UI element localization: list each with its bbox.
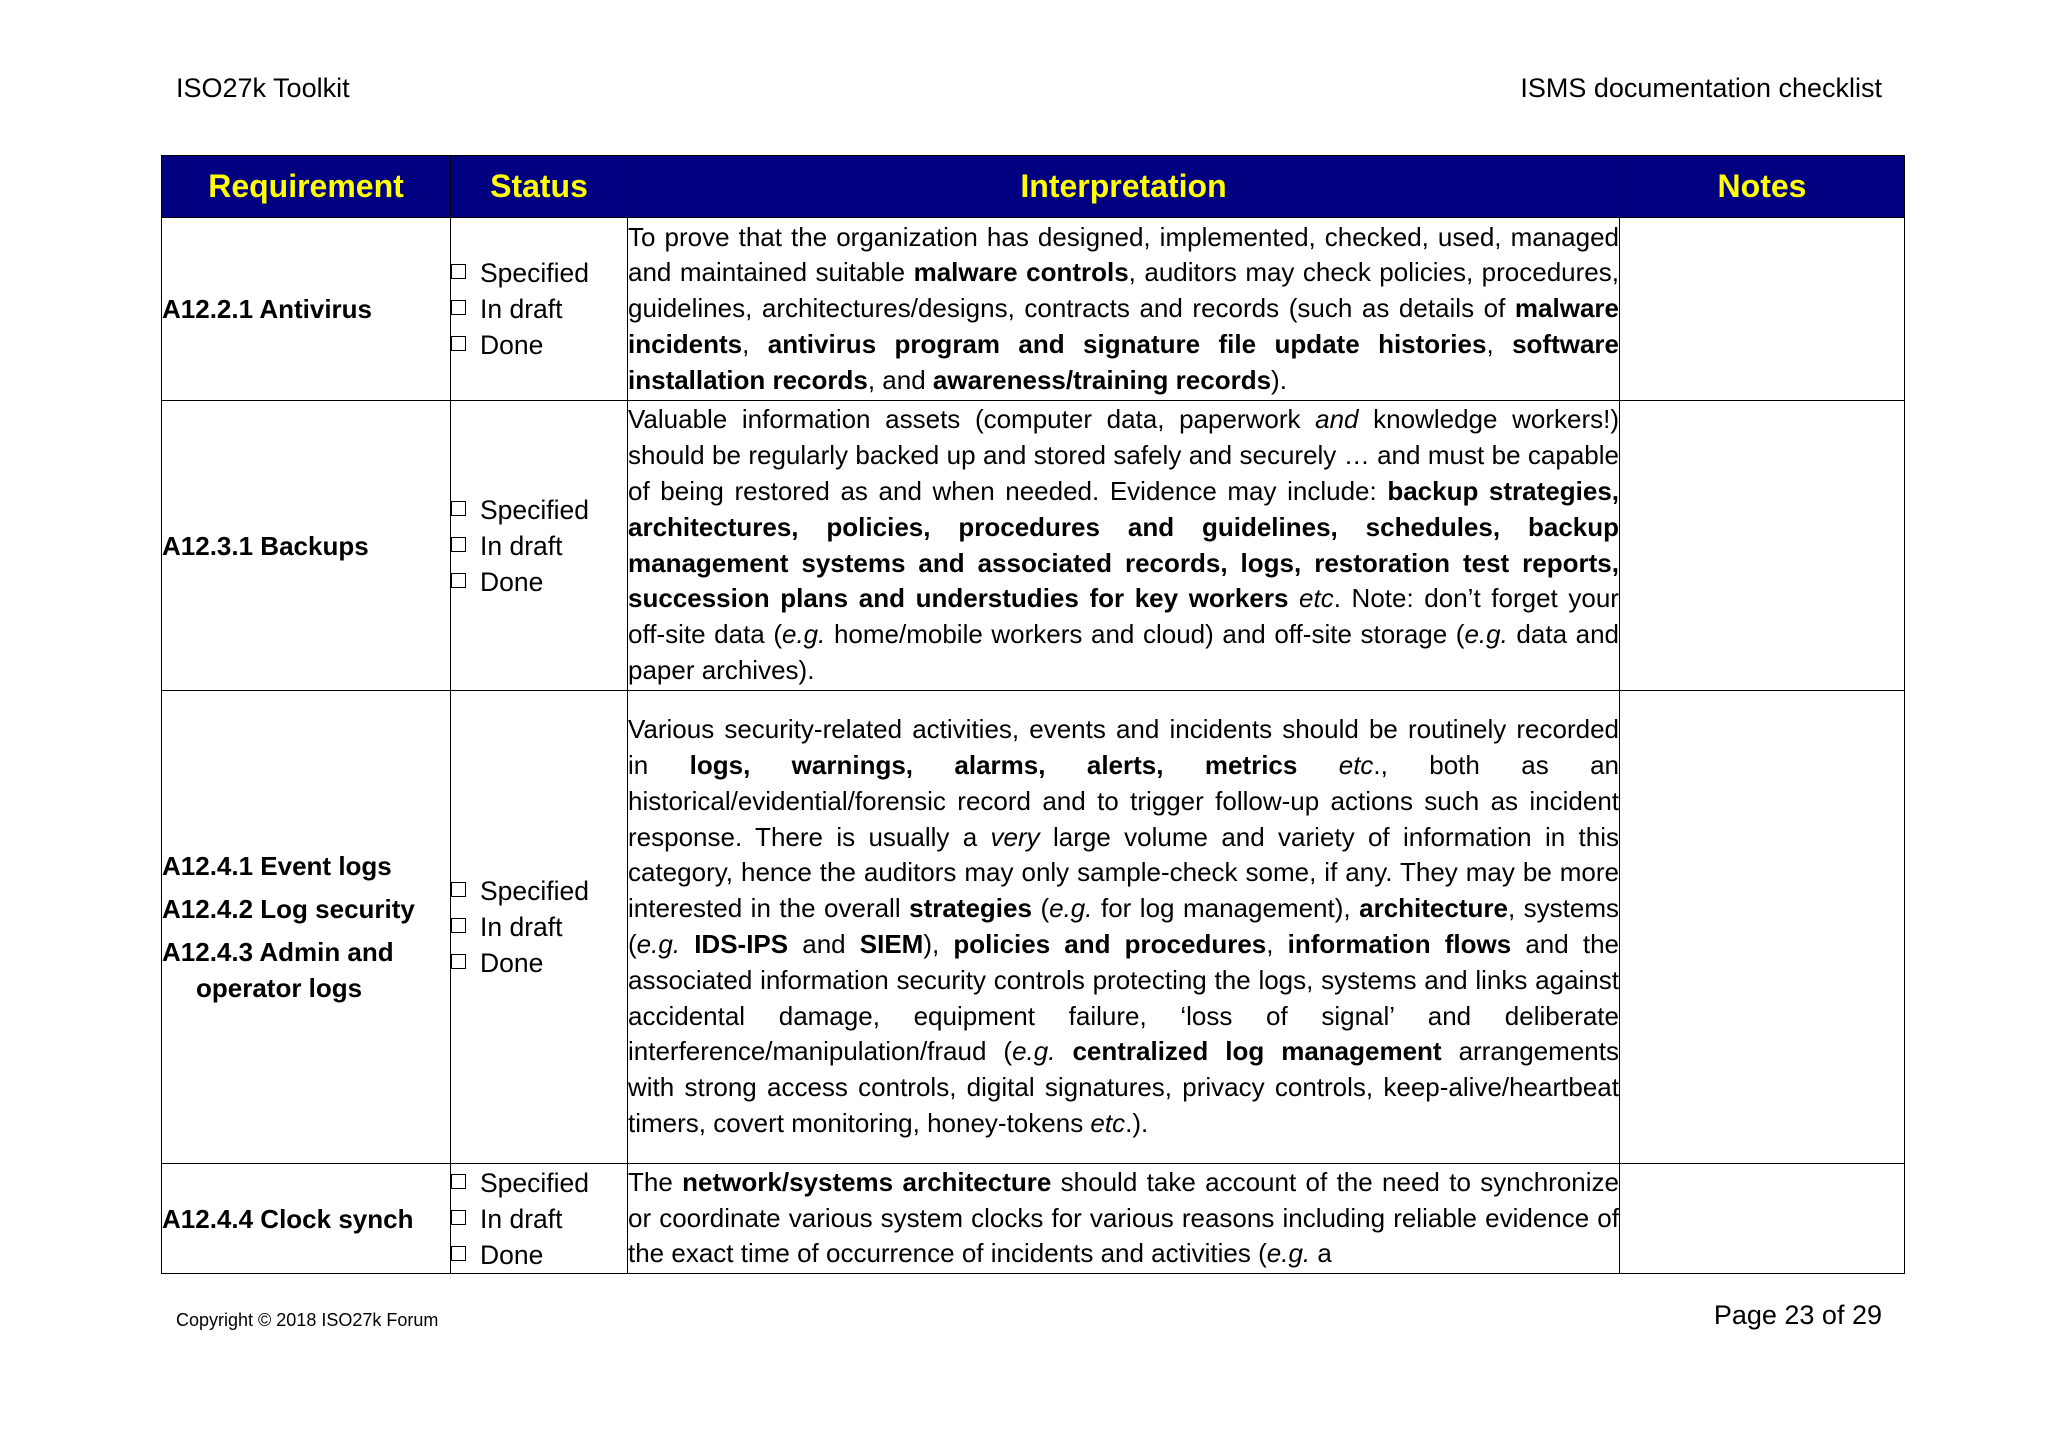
status-option-label: Specified	[480, 258, 590, 288]
column-header-notes: Notes	[1620, 156, 1905, 218]
header-left-title: ISO27k Toolkit	[176, 73, 350, 103]
requirement-label: A12.4.2 Log security	[162, 894, 415, 924]
table-header-row	[162, 156, 1905, 218]
checkbox-icon[interactable]	[451, 300, 466, 315]
checkbox-icon[interactable]	[451, 537, 466, 552]
requirement-label: A12.4.3 Admin and	[162, 937, 394, 967]
requirement-cell	[162, 218, 451, 401]
status-option[interactable]	[451, 1165, 627, 1201]
status-option[interactable]	[451, 255, 627, 291]
status-option-label: In draft	[480, 1203, 563, 1234]
notes-cell[interactable]	[1620, 401, 1905, 691]
status-cell	[451, 218, 628, 401]
notes-cell[interactable]	[1620, 691, 1905, 1164]
status-option[interactable]	[451, 327, 627, 363]
header-right-title: ISMS documentation checklist	[1520, 73, 1882, 103]
status-option-label: In draft	[480, 530, 563, 561]
status-option[interactable]	[451, 1237, 627, 1273]
status-option[interactable]	[451, 945, 627, 981]
status-option[interactable]	[451, 492, 627, 528]
status-option-label: Specified	[480, 1167, 590, 1198]
status-option[interactable]	[451, 528, 627, 564]
interpretation-cell: The network/systems architecture should take account of the need to synchronize or coordinate various system clocks for various reasons including reliable evidence of the exact time of occurrence of incidents and activities (e.g. a	[628, 1164, 1620, 1274]
table-row	[162, 218, 1905, 401]
checkbox-icon[interactable]	[451, 918, 466, 933]
checkbox-icon[interactable]	[451, 573, 466, 588]
requirement-cell	[162, 401, 451, 691]
requirement-label: A12.3.1 Backups	[162, 530, 369, 561]
interpretation-cell: To prove that the organization has designed, implemented, checked, used, managed and maintained suitable malware controls, auditors may check policies, procedures, guidelines, architectures/designs, contracts and records (such as details of malware incidents, antivirus program and signature file update histories, software installation records, and awareness/training records).	[628, 218, 1620, 401]
status-option[interactable]	[451, 873, 627, 909]
requirement-cell	[162, 691, 451, 1164]
table-row	[162, 1164, 1905, 1274]
requirement-cell	[162, 1164, 451, 1274]
status-option[interactable]	[451, 564, 627, 600]
table-row	[162, 401, 1905, 691]
status-cell	[451, 691, 628, 1164]
status-option[interactable]	[451, 1201, 627, 1237]
status-cell	[451, 401, 628, 691]
table-row	[162, 691, 1905, 1164]
interpretation-cell: Various security-related activities, events and incidents should be routinely recorded in logs, warnings, alarms, alerts, metrics etc., both as an historical/evidential/forensic record and to trigger follow-up actions such as incident response. There is usually a very large volume and variety of information in this category, hence the auditors may only sample-check some, if any. They may be more interested in the overall strategies (e.g. for log management), architecture, systems (e.g. IDS-IPS and SIEM), policies and procedures, information flows and the associated information security controls protecting the logs, systems and links against accidental damage, equipment failure, ‘loss of signal’ and deliberate interference/manipulation/fraud (e.g. centralized log management arrangements with strong access controls, digital signatures, privacy controls, keep-alive/heartbeat timers, covert monitoring, honey-tokens etc.).	[628, 691, 1620, 1164]
table-body	[162, 218, 1905, 1274]
checkbox-icon[interactable]	[451, 882, 466, 897]
status-option-label: In draft	[480, 294, 563, 324]
copyright-notice: Copyright © 2018 ISO27k Forum	[176, 1310, 439, 1330]
checkbox-icon[interactable]	[451, 1174, 466, 1189]
status-option[interactable]	[451, 909, 627, 945]
requirement-label: A12.4.4 Clock synch	[162, 1203, 414, 1234]
notes-cell[interactable]	[1620, 218, 1905, 401]
checkbox-icon[interactable]	[451, 954, 466, 969]
requirement-label: A12.2.1 Antivirus	[162, 294, 373, 324]
column-header-status: Status	[451, 156, 628, 218]
status-option-label: Done	[480, 330, 544, 360]
status-option-label: In draft	[480, 912, 563, 942]
checkbox-icon[interactable]	[451, 1210, 466, 1225]
page-number: Page 23 of 29	[1713, 1300, 1882, 1330]
status-option-label: Specified	[480, 876, 590, 906]
status-cell	[451, 1164, 628, 1274]
interpretation-cell: Valuable information assets (computer data, paperwork and knowledge workers!) should be regularly backed up and stored safely and securely … and must be capable of being restored as and when needed. Evidence may include: backup strategies, architectures, policies, procedures and guidelines, schedules, backup management systems and associated records, logs, restoration test reports, succession plans and understudies for key workers etc. Note: don’t forget your off-site data (e.g. home/mobile workers and cloud) and off-site storage (e.g. data and paper archives).	[628, 401, 1620, 691]
status-option-label: Done	[480, 566, 544, 597]
status-option[interactable]	[451, 291, 627, 327]
requirement-label: A12.4.1 Event logs	[162, 851, 392, 881]
status-option-label: Done	[480, 948, 544, 978]
column-header-requirement: Requirement	[162, 156, 451, 218]
checklist-table	[161, 155, 1905, 1274]
checkbox-icon[interactable]	[451, 264, 466, 279]
status-option-label: Done	[480, 1239, 544, 1270]
checkbox-icon[interactable]	[451, 501, 466, 516]
status-option-label: Specified	[480, 494, 590, 525]
checkbox-icon[interactable]	[451, 1246, 466, 1261]
column-header-interpretation: Interpretation	[628, 156, 1620, 218]
notes-cell[interactable]	[1620, 1164, 1905, 1274]
checkbox-icon[interactable]	[451, 336, 466, 351]
requirement-label: operator logs	[196, 973, 363, 1003]
